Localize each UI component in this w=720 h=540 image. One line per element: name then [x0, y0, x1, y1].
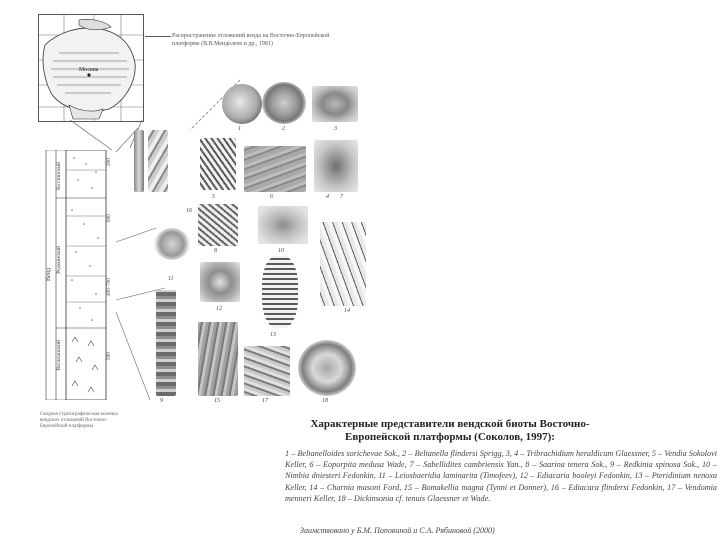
column-drawing	[44, 150, 114, 400]
specimen-10-image	[258, 206, 308, 244]
map-caption: Распространение отложений венда на Восточно-Европейской платформе (В.В.Менделеев и др., 1981)	[172, 33, 330, 47]
specimen-number: 4	[326, 194, 329, 200]
specimen-number: 1	[238, 126, 241, 132]
specimen-number: 16	[186, 208, 192, 214]
specimen-number: 6	[270, 194, 273, 200]
specimen-column-strip-b	[148, 130, 168, 192]
specimen-number: 2	[282, 126, 285, 132]
map-city-label: Москва	[79, 67, 99, 73]
specimen-1-image	[222, 84, 262, 124]
specimen-6-image	[244, 146, 306, 192]
figure-credit: Заимствовано у Б.М. Поповиной и С.А. Рябиновой (2000)	[300, 526, 495, 535]
unit-label-1: Котлинский	[56, 162, 62, 190]
specimen-15-image	[198, 322, 238, 396]
specimen-9-image	[156, 290, 176, 396]
specimen-number: 5	[212, 194, 215, 200]
column-note: Сводная стратиграфическая колонка вендских отложений Восточно-Европейской платформы	[40, 412, 118, 429]
specimen-number: 17	[262, 398, 268, 404]
specimen-5-image	[200, 138, 236, 190]
specimen-number: 9	[160, 398, 163, 404]
specimen-7-image	[314, 140, 358, 192]
system-label: Венд	[46, 268, 52, 281]
specimen-number: 14	[344, 308, 350, 314]
specimen-column-strip-a	[134, 130, 144, 192]
stratigraphic-column	[44, 150, 114, 400]
specimen-number: 18	[322, 398, 328, 404]
specimen-number: 3	[334, 126, 337, 132]
specimen-14-image	[320, 222, 366, 306]
specimen-17-image	[244, 346, 290, 396]
depth-label-3: 400-700	[106, 278, 112, 297]
specimen-11-image	[154, 228, 190, 260]
specimen-number: 13	[270, 332, 276, 338]
unit-label-3: Вильчанский	[56, 340, 62, 371]
specimen-13-image	[262, 256, 298, 328]
specimen-number: 7	[340, 194, 343, 200]
specimen-number: 15	[214, 398, 220, 404]
specimen-3-image	[312, 86, 358, 122]
specimen-number: 12	[216, 306, 222, 312]
specimen-12-image	[200, 262, 240, 302]
depth-label-2: 600	[106, 214, 112, 223]
specimen-2-image	[262, 82, 306, 124]
specimen-number: 8	[214, 248, 217, 254]
specimen-number: 11	[168, 276, 174, 282]
specimen-number: 10	[278, 248, 284, 254]
figure-description: 1 – Beltanelloides sorichevae Sok., 2 – Beltanella flindersi Sprigg, 3, 4 – Tribrachidium heraldicum Glaessner, 5 – Vendia Sokolovi Keller, 6 – Eoporpita medusa Wade, 7 – Sabellidites cambriensis Yan., 8 – Saarina tenera Sok., 9 – Redkinia spinosa Sok., 10 – Nimbia dniesteri Fedonkin, 11 – Leioshaeridia laminarita (Timofeev), 12 – Ediacaria booleyi Fedonkin, 13 – Pteridinium nenoxa Keller, 14 – Charnia masoni Ford, 15 – Bomakellia magna (Tynni et Donner), 16 – Ediacara flindersi Fedonkin, 17 – Vendomia menneri Keller, 18 – Dickinsonia cf. tenuis Glaessner et Wade.	[285, 449, 717, 503]
depth-label-1: 200	[106, 158, 112, 167]
specimen-8-image	[198, 204, 238, 246]
depth-label-4: 500	[106, 352, 112, 361]
figure-title: Характерные представители вендской биоты Восточно-Европейской платформы (Соколов, 1997):	[310, 418, 590, 443]
specimen-18-image	[298, 340, 356, 396]
unit-label-2: Редкинский	[56, 246, 62, 274]
